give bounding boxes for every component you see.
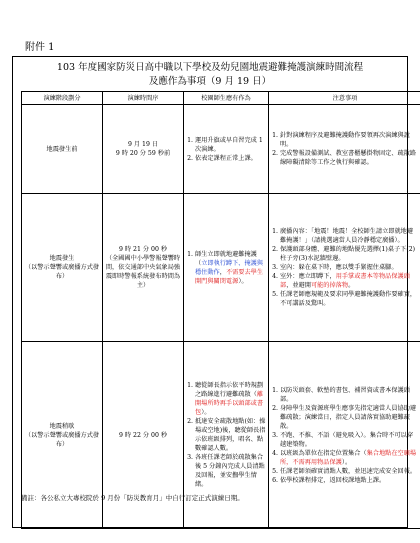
notes-list — [271, 131, 419, 167]
list-item — [195, 453, 266, 489]
item-text: 應立即蹲下， — [298, 273, 336, 280]
list-item — [195, 136, 266, 154]
item-text: 任課老師須確實清點人數，並迅速完成安全回報。 — [280, 467, 417, 475]
header-actions: 校園師生應有作為 — [184, 92, 269, 105]
stage-cell — [22, 194, 103, 342]
list-item — [280, 404, 419, 431]
item-text: 室外： — [280, 273, 299, 280]
item-text: 。 — [348, 282, 355, 289]
item-text: 以防災頭套、軟墊的書包、補習資或書本保護頭部。 — [280, 386, 410, 403]
list-item — [280, 386, 419, 404]
item-text: 抵達安全疏散地點(如：操場或空地)後，聽從師長指示依班級排列，唱名、點數確認人數。 — [195, 418, 266, 452]
table-row — [22, 105, 420, 194]
list-item — [195, 417, 266, 453]
stage-subtext: （以警示聲響或廣播方式發布） — [24, 264, 100, 280]
list-item — [195, 381, 266, 417]
item-text: ）。 — [341, 458, 352, 466]
item-text: ， — [219, 268, 226, 276]
list-item — [195, 154, 266, 163]
drill-schedule-table — [21, 91, 420, 529]
item-text: 運用升旗或早自習完成 1 次演練。 — [195, 136, 263, 153]
highlighted-text: 不需要去學生開門與關閉電源 — [195, 268, 264, 285]
time-line: 9 時 20 分 59 秒前 — [115, 150, 171, 157]
notes-list — [271, 227, 419, 308]
list-item — [280, 245, 419, 263]
stage-text: 地震發生 — [49, 255, 75, 262]
highlighted-text: 可能的掉落物 — [310, 282, 349, 289]
item-text: ）。 — [201, 409, 211, 416]
notes-cell — [269, 342, 420, 529]
time-cell — [103, 194, 184, 342]
list-item — [280, 431, 419, 449]
time-cell — [103, 105, 184, 194]
stage-cell — [22, 105, 103, 194]
list-item — [280, 149, 419, 167]
item-text: 身障學生及資源班學生應事先指定適當人員協助避難疏散；演練當日，指定人員請落實協助避難疏散。 — [280, 404, 417, 430]
actions-list — [186, 136, 266, 163]
title-line-2: 及應作為事項（9 月 19 日） — [148, 76, 272, 87]
list-item — [280, 263, 419, 272]
time-line: 9 月 19 日 — [127, 141, 159, 148]
highlighted-text: 集合地點在空曠場所，不需再用物品保護 — [280, 449, 417, 466]
highlighted-text: 離開場所時再手以頭部或書包 — [195, 391, 264, 416]
notes-cell — [269, 194, 420, 342]
attachment-label: 附件 1 — [25, 42, 55, 53]
list-item — [280, 476, 419, 485]
time-line: 9 時 21 分 00 秒 — [118, 246, 168, 253]
list-item — [280, 290, 419, 308]
highlighted-text: 立即執行蹲下、掩護與穩住動作 — [195, 259, 264, 276]
table-row — [22, 194, 420, 342]
actions-list — [186, 250, 266, 286]
actions-cell — [184, 194, 269, 342]
item-text: 任課老師應規範及要求同學避難掩護動作要確實，不可講話及驚叫。 — [280, 291, 417, 307]
list-item — [280, 131, 419, 149]
item-text: 針對演練程序及避難掩護動作要領再次演練與說明。 — [280, 132, 410, 148]
title-line-1: 103 年度國家防災日高中職以下學校及幼兒園地震避難掩護演練時間流程 — [56, 62, 364, 73]
item-text: 室內：躲在桌下時，應以雙手緊握住桌腳。 — [280, 264, 398, 271]
actions-list — [186, 381, 266, 489]
list-item — [195, 250, 266, 286]
list-item — [280, 272, 419, 290]
notes-list — [271, 386, 419, 485]
actions-cell — [184, 105, 269, 194]
time-line: （全國國中小學警報聲響時間，依交通部中央氣象局強震即時警報系統發布時間為主） — [105, 255, 181, 289]
item-text: 師生立即就地避難掩護（ — [195, 250, 257, 267]
item-text: 聽從師長指示依平時規劃之路線進行避難疏散（ — [195, 382, 264, 398]
footnote: 備註：各公私立大專校院於 9 月份「防災教育月」中自行訂定正式演練日期。 — [21, 494, 244, 502]
document-title — [13, 61, 407, 89]
list-item — [280, 467, 419, 476]
header-stage: 演練階段劃分 — [22, 92, 103, 105]
header-notes: 注意事項 — [269, 92, 420, 105]
stage-text: 地震發生前 — [46, 145, 78, 153]
stage-text: 地震稍歇 — [49, 422, 75, 430]
item-text: 不跑、不推、不語（避免吸入）。集合時不可以穿越建築物。 — [280, 431, 414, 448]
item-text: 依學校課程排定，返回校課地點上課。 — [280, 476, 386, 484]
item-text: 依表定課程正常上課。 — [195, 154, 257, 162]
item-text: 各班任課老師於疏散集合後 5 分鐘內完成人員清點及回報，並安撫學生情緒。 — [195, 454, 265, 488]
item-text: 保護頭部身體、避難的地點優先選擇(1)桌子下(2)柱子旁(3)水泥牆壁邊。 — [280, 246, 416, 262]
highlighted-text: 用手掌或書本等物品保護頭部 — [280, 273, 410, 289]
document-frame — [12, 56, 417, 528]
item-text: ）。 — [238, 277, 248, 285]
notes-cell — [269, 105, 420, 194]
list-item — [280, 227, 419, 245]
item-text: ，並避開 — [286, 282, 311, 289]
time-line: 9 時 22 分 00 秒 — [118, 431, 168, 439]
item-text: 以班級為單位在指定位置集合（ — [280, 449, 367, 457]
header-time: 演練時間序 — [103, 92, 184, 105]
stage-subtext: （以警示聲響或廣播方式發布） — [24, 431, 100, 448]
item-text: 廣播內容：「地震！地震！全校師生請立即就地避難掩護！」（請挑選適當人員冷靜穩定廣播）。 — [280, 228, 414, 244]
list-item — [280, 449, 419, 467]
item-text: 完成警報設備測試、教室書櫃懸掛物固定、疏散路線障礙清除等工作之執行與確認。 — [280, 150, 417, 166]
table-header-row — [22, 92, 420, 105]
